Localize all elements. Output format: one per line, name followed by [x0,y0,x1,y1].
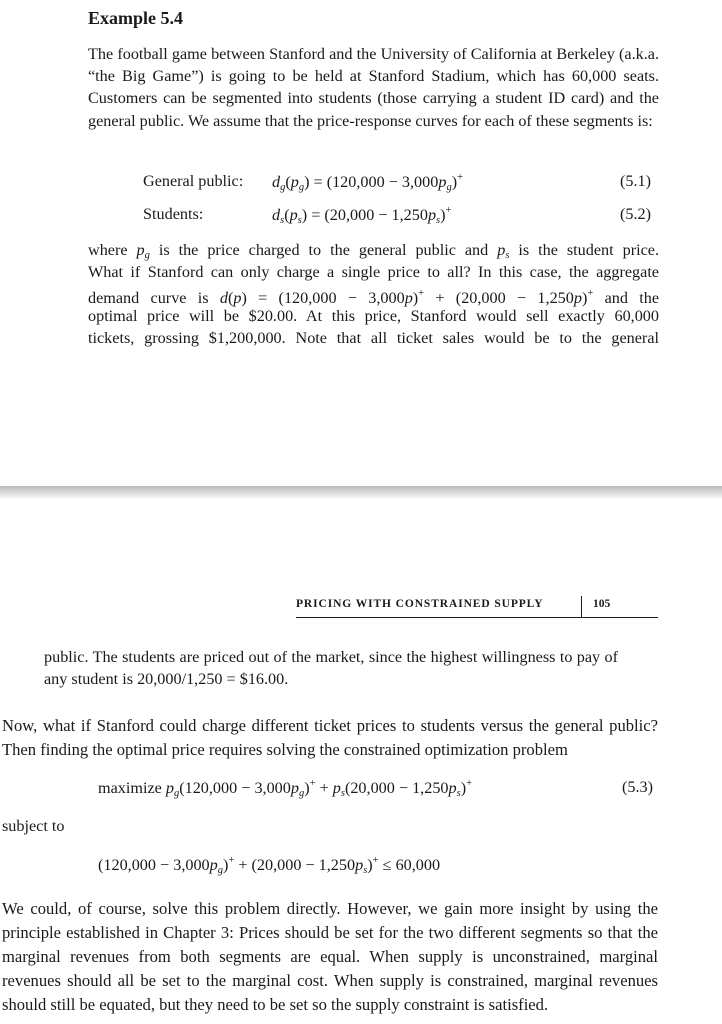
equation-5-2-label: Students: [143,205,204,223]
paragraph-where-line-5: tickets, grossing $1,200,000. Note that all ticket sales would be to the general [88,329,659,347]
page-separator [0,486,722,498]
equation-5-2: $d_s(p_s) = (20,000 - 1,250p_s)^+$ [272,205,452,226]
paragraph-where-line-1: where $p_g$ is the price charged to the general public and $p_s$ is the student price. [88,241,660,261]
paragraph-students-priced-out: public. The students are priced out of the market, since the highest willingness to pay of any student is 20,000/1,250 = $16.00. [44,648,618,689]
equation-5-3: maximize $p_g(120,000 - 3,000p_g)^+ + p_s(20,000 - 1,250p_s)^+$ [98,778,473,799]
paragraph-where-line-2: What if Stanford can only charge a single price to all? In this case, the aggregate [88,263,659,281]
example-intro-paragraph: The football game between Stanford and the University of California at Berkeley (a.k.a. “the Big Game”) is going to be held at Stanford Stadium, which has 60,000 seats. Customers can be segmented into students (those carrying a student ID card) and the general public. We assume that the price-response curves for each of these segments is: [88,45,659,130]
equation-5-1: $d_g(p_g) = (120,000 - 3,000p_g)^+$ [272,172,463,193]
running-head-divider [581,596,582,618]
running-head: PRICING WITH CONSTRAINED SUPPLY [296,598,544,610]
example-title: Example 5.4 [88,8,184,28]
equation-5-1-label: General public: [143,172,244,190]
equation-5-1-number: (5.1) [620,172,652,190]
equation-5-3-number: (5.3) [622,778,654,796]
page-number: 105 [593,598,611,610]
paragraph-marginal-revenues: We could, of course, solve this problem directly. However, we gain more insight by using the principle established in Chapter 3: Prices should be set for the two different segments so that the marginal revenues from both segments are equal. When supply is unconstrained, marginal revenues should all be set to the marginal cost. When supply is constrained, marginal revenues should still be equated, but they need to be set so the supply constraint is satisfied. [2,899,658,1014]
running-head-rule [296,617,658,618]
paragraph-where-line-3: demand curve is d(p) = (120,000 − 3,000p)+ + (20,000 − 1,250p)+ and the [88,288,660,307]
constraint-equation: $(120,000 - 3,000p_g)^+ + (20,000 - 1,250p_s)^+ \le 60,000$ [98,855,441,876]
subject-to-label: subject to [2,817,65,835]
paragraph-where-line-4: optimal price will be $20.00. At this price, Stanford would sell exactly 60,000 [88,307,659,325]
equation-5-2-number: (5.2) [620,205,652,223]
paragraph-different-prices: Now, what if Stanford could charge different ticket prices to students versus the general public? Then finding the optimal price requires solving the constrained optimization problem [2,716,658,759]
